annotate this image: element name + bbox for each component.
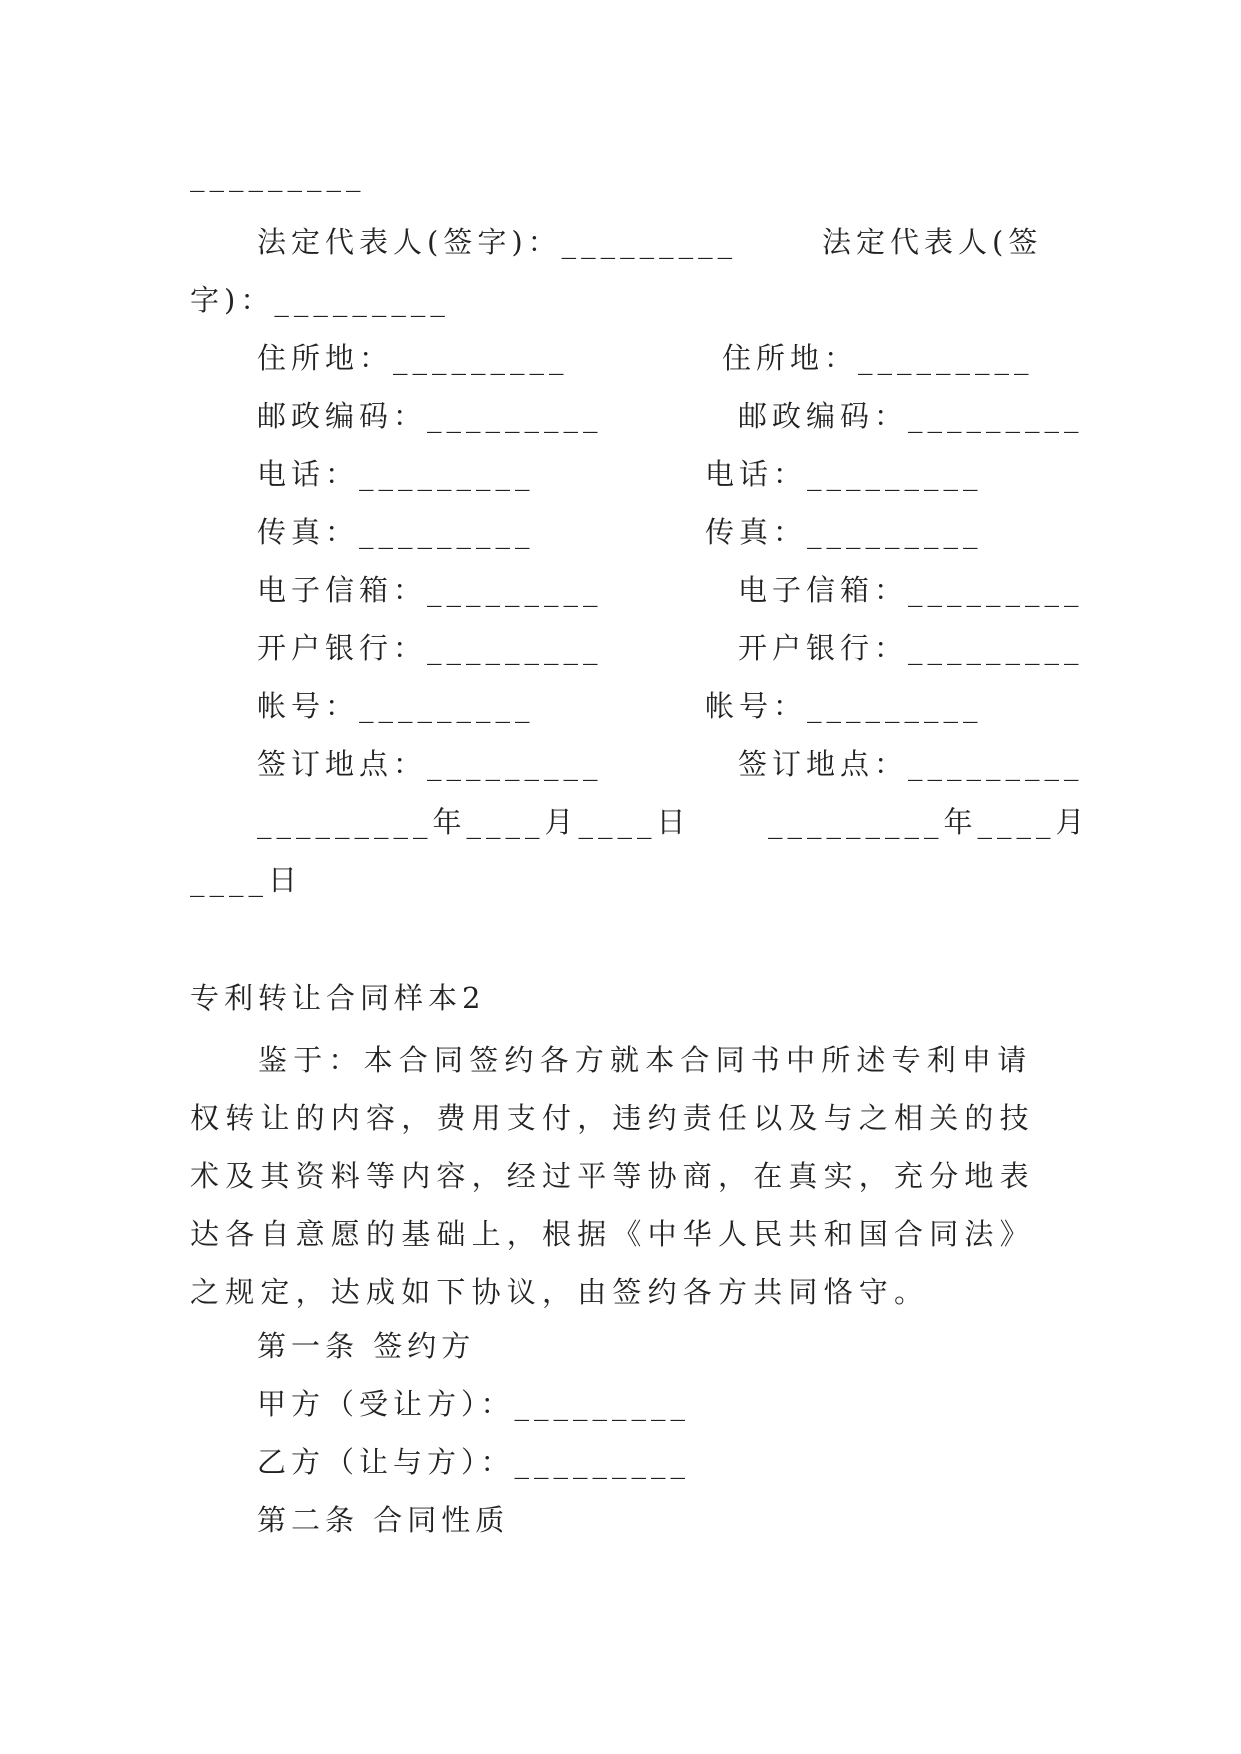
sample2-title: 专利转让合同样本2: [190, 981, 486, 1015]
legal-rep-right-wrap: 字)：_________: [190, 283, 450, 317]
account-left: 帐号：_________: [257, 689, 535, 723]
bank-right: 开户银行：_________: [738, 631, 1084, 665]
phone-right: 电话：_________: [705, 457, 983, 491]
article-2-heading: 第二条 合同性质: [257, 1503, 510, 1537]
address-left: 住所地：_________: [257, 341, 569, 375]
address-right: 住所地：_________: [722, 341, 1034, 375]
email-left: 电子信箱：_________: [257, 573, 603, 607]
date-left: _________年____月____日: [257, 805, 691, 839]
fax-left: 传真：_________: [257, 515, 535, 549]
account-right: 帐号：_________: [705, 689, 983, 723]
bank-left: 开户银行：_________: [257, 631, 603, 665]
legal-rep-right: 法定代表人(签: [822, 225, 1043, 259]
date-right: _________年____月: [768, 805, 1090, 839]
signing-place-right: 签订地点：_________: [738, 747, 1084, 781]
legal-rep-left: 法定代表人(签字)：_________: [257, 225, 738, 259]
party-b-line: 乙方（让与方）：_________: [257, 1445, 691, 1479]
date-right-wrap: ____日: [190, 863, 303, 897]
article-1-heading: 第一条 签约方: [257, 1329, 476, 1363]
top-blank-line: _________: [190, 158, 366, 192]
party-a-line: 甲方（受让方）：_________: [257, 1387, 691, 1421]
fax-right: 传真：_________: [705, 515, 983, 549]
email-right: 电子信箱：_________: [738, 573, 1084, 607]
sample2-preamble: 鉴于：本合同签约各方就本合同书中所述专利申请权转让的内容，费用支付，违约责任以及与之相关的技术及其资料等内容，经过平等协商，在真实，充分地表达各自意愿的基础上，根据《中华人民共和国合同法》之规定，达成如下协议，由签约各方共同恪守。: [190, 1043, 1035, 1309]
signing-place-left: 签订地点：_________: [257, 747, 603, 781]
postcode-left: 邮政编码：_________: [257, 399, 603, 433]
postcode-right: 邮政编码：_________: [738, 399, 1084, 433]
phone-left: 电话：_________: [257, 457, 535, 491]
